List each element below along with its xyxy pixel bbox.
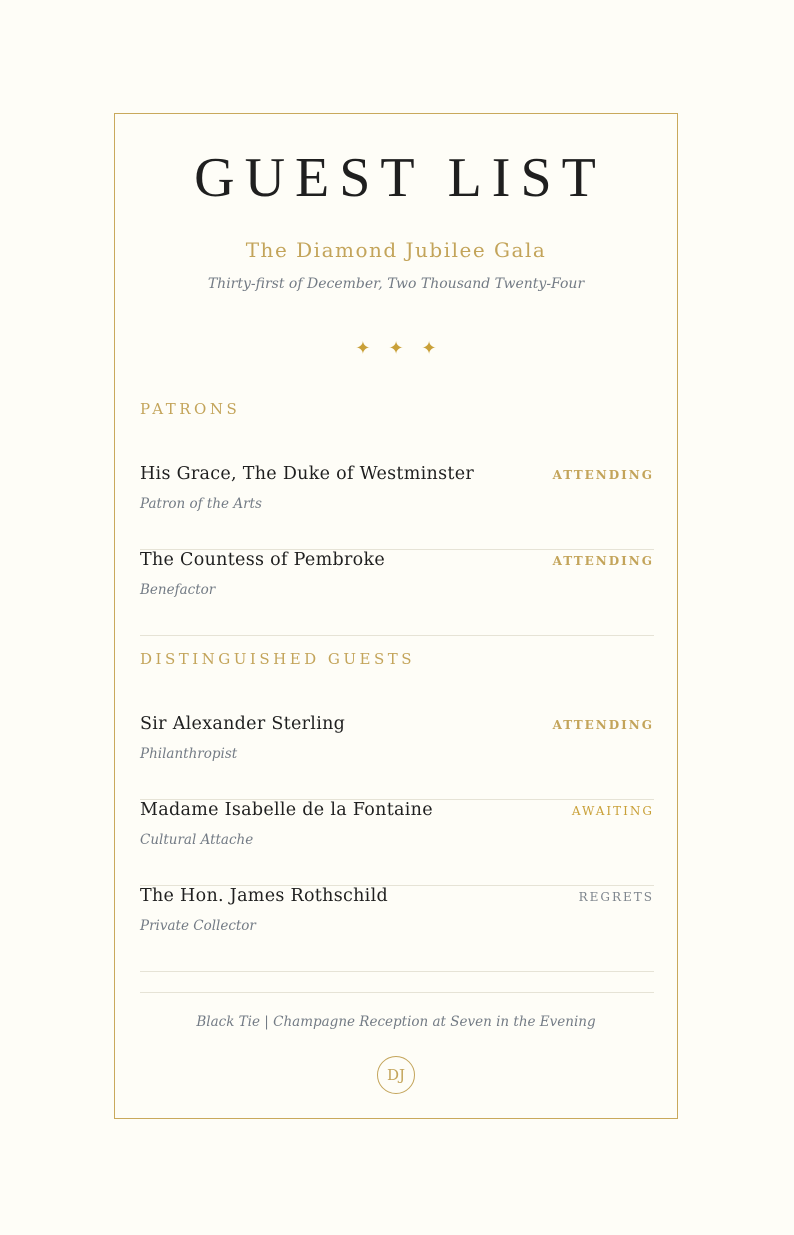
status-badge: AWAITING — [571, 804, 654, 818]
status-badge: ATTENDING — [552, 468, 654, 482]
dress-code-note: Black Tie | Champagne Reception at Seven in the Evening — [196, 1014, 596, 1030]
guest-role: Patron of the Arts — [140, 496, 262, 512]
section-heading-distinguished-guests: DISTINGUISHED GUESTS — [140, 650, 416, 668]
guest-name: His Grace, The Duke of Westminster — [140, 464, 475, 484]
guest-row — [140, 800, 654, 886]
guest-name: The Hon. James Rothschild — [140, 886, 388, 906]
guest-name: Sir Alexander Sterling — [140, 714, 346, 734]
guest-row — [140, 886, 654, 972]
guest-row — [140, 550, 654, 636]
guest-row — [140, 714, 654, 800]
guest-list-card — [114, 113, 678, 1119]
status-badge: ATTENDING — [552, 554, 654, 568]
footer-divider — [140, 992, 654, 993]
page-title: GUEST LIST — [194, 147, 606, 209]
status-badge: REGRETS — [578, 890, 654, 904]
section-heading-patrons: PATRONS — [140, 400, 241, 418]
guest-role: Benefactor — [140, 582, 216, 598]
guest-name: The Countess of Pembroke — [140, 550, 386, 570]
guest-role: Cultural Attache — [140, 832, 254, 848]
guest-role: Private Collector — [140, 918, 256, 934]
star-ornament-icon: ✦✦✦ — [355, 338, 455, 359]
monogram-seal: DJ — [377, 1056, 415, 1094]
guest-row — [140, 464, 654, 550]
event-date: Thirty-first of December, Two Thousand Twenty-Four — [207, 276, 585, 292]
event-name: The Diamond Jubilee Gala — [245, 238, 547, 262]
guest-role: Philanthropist — [140, 746, 238, 762]
status-badge: ATTENDING — [552, 718, 654, 732]
guest-name: Madame Isabelle de la Fontaine — [140, 800, 433, 820]
